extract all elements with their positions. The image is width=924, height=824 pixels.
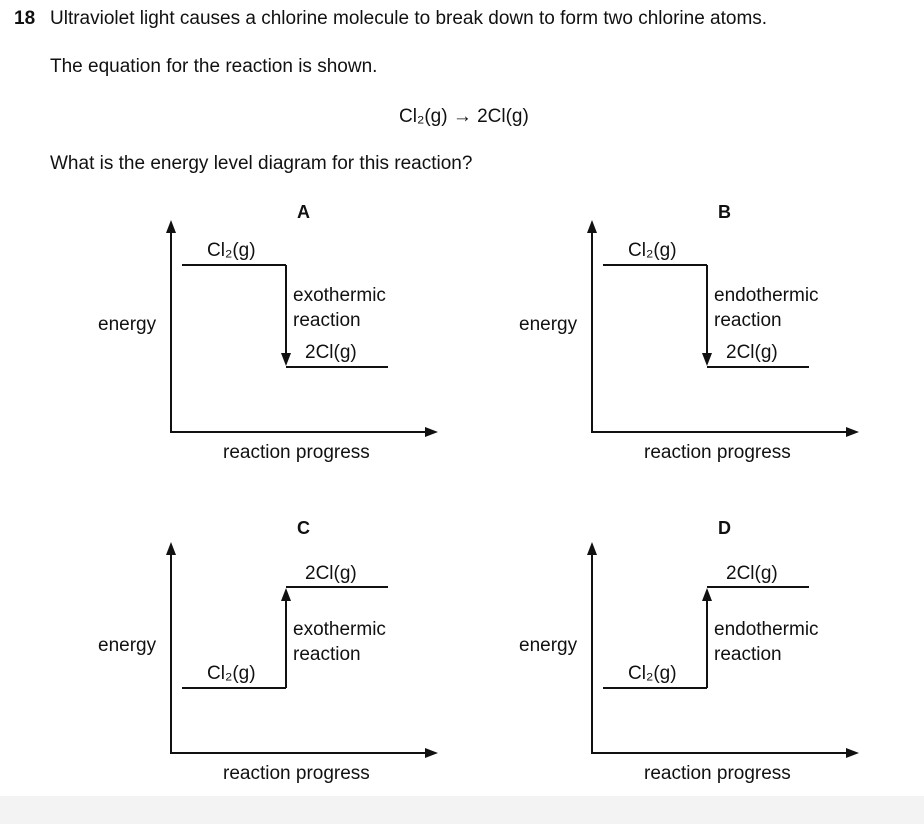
reaction-type-line2: reaction [293, 644, 361, 665]
y-axis-arrowhead [166, 220, 176, 233]
option-label: B [718, 202, 731, 222]
y-axis-label: energy [519, 314, 578, 335]
option-label: C [297, 518, 310, 538]
x-axis-arrowhead [846, 748, 859, 758]
x-axis-arrowhead [846, 427, 859, 437]
x-axis-label: reaction progress [644, 763, 791, 784]
equation-intro: The equation for the reaction is shown. [50, 56, 378, 77]
y-axis-label: energy [98, 314, 157, 335]
diagram-option-a [90, 195, 450, 475]
x-axis-arrowhead [425, 427, 438, 437]
product-label: 2Cl(g) [726, 342, 778, 363]
question-number: 18 [14, 8, 36, 29]
diagram-option-b [511, 195, 871, 475]
up-arrowhead [702, 588, 712, 601]
question-text: Ultraviolet light causes a chlorine molecule to break down to form two chlorine atoms. [50, 8, 768, 29]
reaction-type-line1: endothermic [714, 285, 819, 306]
down-arrowhead [281, 353, 291, 366]
x-axis-label: reaction progress [223, 442, 370, 463]
diagram-option-d [511, 511, 871, 791]
question-prompt: What is the energy level diagram for this reaction? [50, 153, 473, 174]
product-label: 2Cl(g) [305, 563, 357, 584]
x-axis-label: reaction progress [223, 763, 370, 784]
reaction-type-line2: reaction [714, 644, 782, 665]
product-label: 2Cl(g) [305, 342, 357, 363]
product-label: 2Cl(g) [726, 563, 778, 584]
reactant-label: Cl₂(g) [207, 663, 256, 684]
page-bottom-band [0, 796, 924, 824]
reaction-type-line2: reaction [714, 310, 782, 331]
reaction-equation: Cl₂(g) → 2Cl(g) [399, 106, 529, 127]
y-axis-label: energy [519, 635, 578, 656]
y-axis-arrowhead [166, 542, 176, 555]
y-axis-label: energy [98, 635, 157, 656]
down-arrowhead [702, 353, 712, 366]
reaction-type-line1: exothermic [293, 285, 386, 306]
reactant-label: Cl₂(g) [207, 240, 256, 261]
option-label: D [718, 518, 731, 538]
diagram-option-c [90, 511, 450, 791]
up-arrowhead [281, 588, 291, 601]
y-axis-arrowhead [587, 220, 597, 233]
x-axis-label: reaction progress [644, 442, 791, 463]
reactant-label: Cl₂(g) [628, 663, 677, 684]
option-label: A [297, 202, 310, 222]
reaction-type-line1: exothermic [293, 619, 386, 640]
reaction-type-line2: reaction [293, 310, 361, 331]
y-axis-arrowhead [587, 542, 597, 555]
x-axis-arrowhead [425, 748, 438, 758]
reactant-label: Cl₂(g) [628, 240, 677, 261]
reaction-type-line1: endothermic [714, 619, 819, 640]
